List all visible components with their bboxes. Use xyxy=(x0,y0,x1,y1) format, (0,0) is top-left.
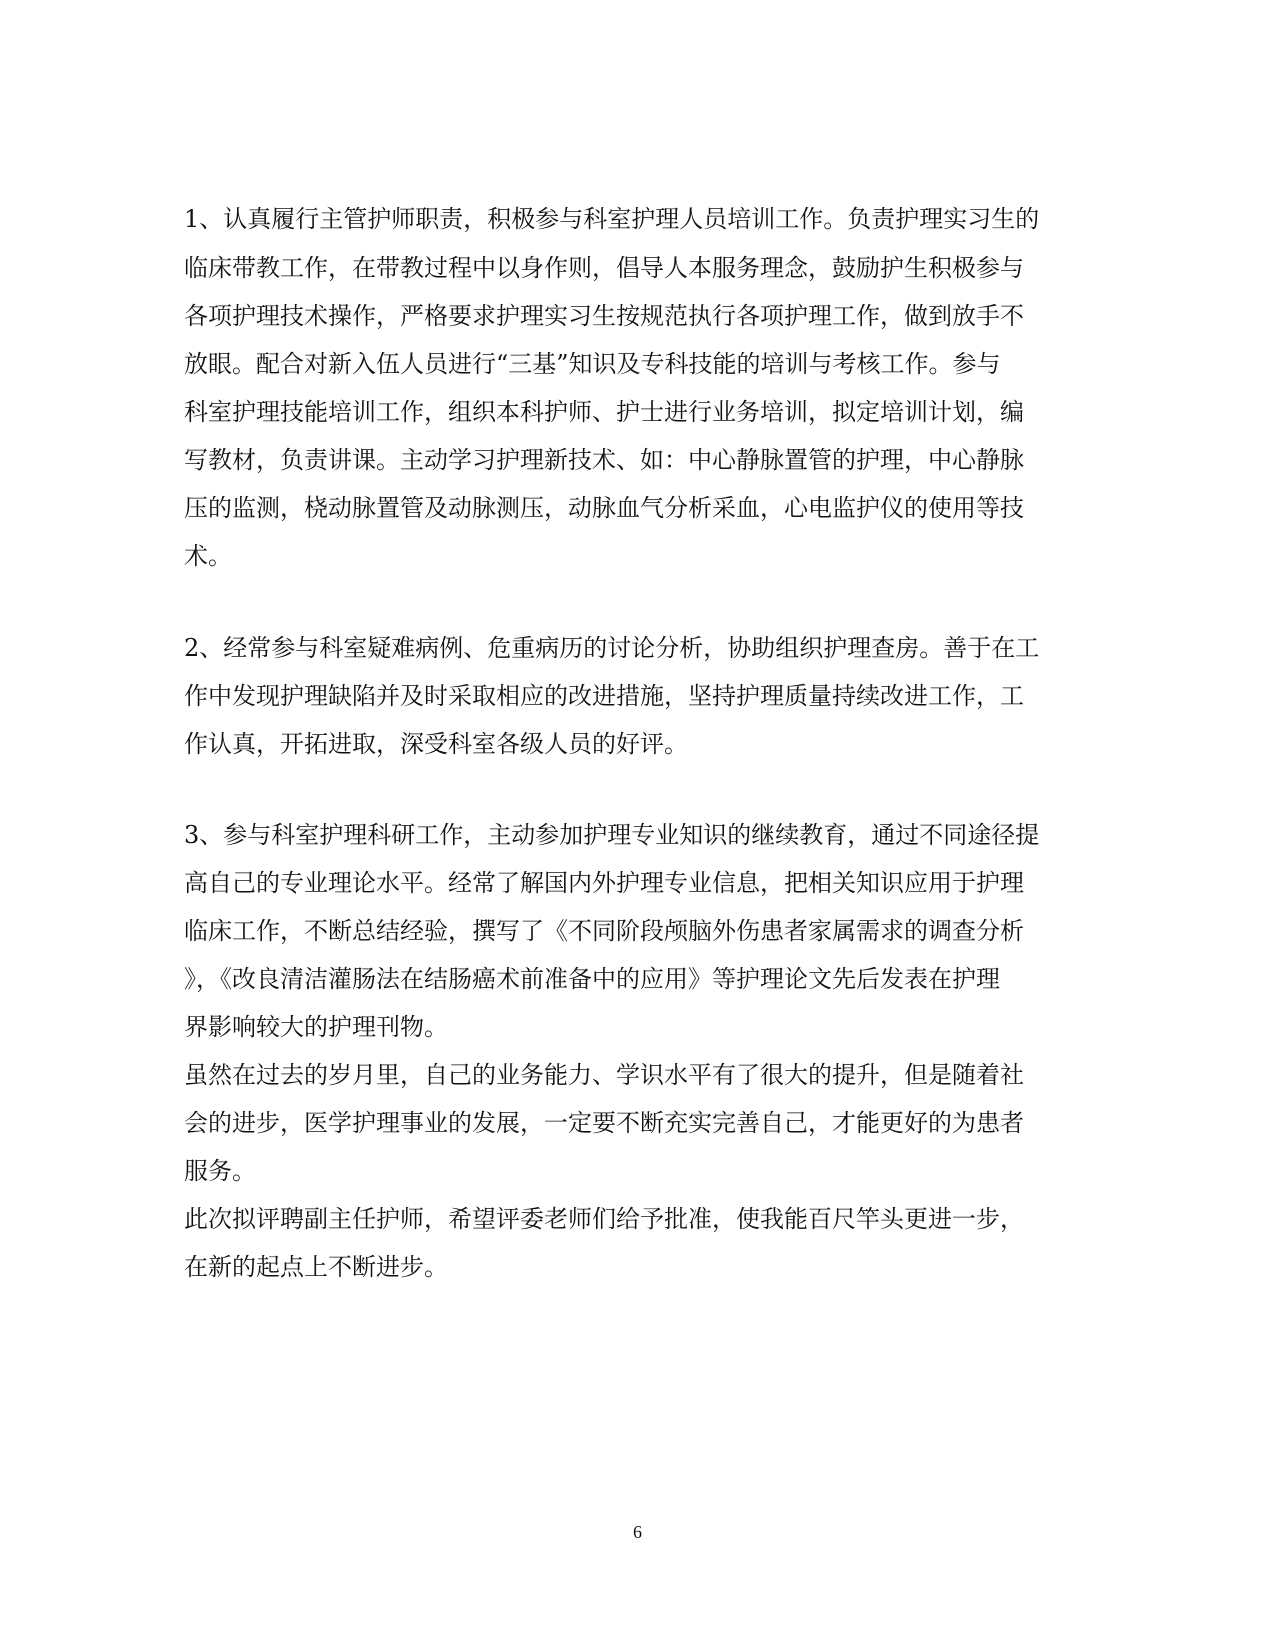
paragraph-4-line-2: 会的进步，医学护理事业的发展，一定要不断充实完善自己，才能更好的为患者 xyxy=(184,1109,1024,1137)
paragraph-3-line-4: 》，《改良清洁灌肠法在结肠癌术前准备中的应用》等护理论文先后发表在护理 xyxy=(184,965,1000,993)
paragraph-2-line-3: 作认真，开拓进取，深受科室各级人员的好评。 xyxy=(184,730,688,758)
paragraph-1-line-8: 术。 xyxy=(184,542,232,570)
paragraph-1-line-3: 各项护理技术操作，严格要求护理实习生按规范执行各项护理工作，做到放手不 xyxy=(184,302,1024,330)
paragraph-4-line-3: 服务。 xyxy=(184,1157,256,1185)
paragraph-1-line-2: 临床带教工作，在带教过程中以身作则，倡导人本服务理念，鼓励护生积极参与 xyxy=(184,254,1024,282)
paragraph-3-line-5: 界影响较大的护理刊物。 xyxy=(184,1013,448,1041)
paragraph-2-line-1: 2、经常参与科室疑难病例、危重病历的讨论分析，协助组织护理查房。善于在工 xyxy=(184,634,1040,662)
paragraph-1-line-7: 压的监测，桡动脉置管及动脉测压，动脉血气分析采血，心电监护仪的使用等技 xyxy=(184,494,1024,522)
paragraph-3-line-3: 临床工作，不断总结经验，撰写了《不同阶段颅脑外伤患者家属需求的调查分析 xyxy=(184,917,1024,945)
paragraph-5-line-1: 此次拟评聘副主任护师，希望评委老师们给予批准，使我能百尺竿头更进一步， xyxy=(184,1205,1024,1233)
paragraph-5-line-2: 在新的起点上不断进步。 xyxy=(184,1253,448,1281)
paragraph-3-line-1: 3、参与科室护理科研工作，主动参加护理专业知识的继续教育，通过不同途径提 xyxy=(184,821,1040,849)
paragraph-3-line-2: 高自己的专业理论水平。经常了解国内外护理专业信息，把相关知识应用于护理 xyxy=(184,869,1024,897)
paragraph-2-line-2: 作中发现护理缺陷并及时采取相应的改进措施，坚持护理质量持续改进工作，工 xyxy=(184,682,1024,710)
page-number: 6 xyxy=(633,1522,642,1542)
paragraph-1-line-1: 1、认真履行主管护师职责，积极参与科室护理人员培训工作。负责护理实习生的 xyxy=(184,205,1040,233)
paragraph-1-line-4: 放眼。配合对新入伍人员进行“三基”知识及专科技能的培训与考核工作。参与 xyxy=(184,350,1001,378)
paragraph-1-line-6: 写教材，负责讲课。主动学习护理新技术、如：中心静脉置管的护理，中心静脉 xyxy=(184,446,1024,474)
paragraph-1-line-5: 科室护理技能培训工作，组织本科护师、护士进行业务培训，拟定培训计划，编 xyxy=(184,398,1024,426)
paragraph-4-line-1: 虽然在过去的岁月里，自己的业务能力、学识水平有了很大的提升，但是随着社 xyxy=(184,1061,1024,1089)
